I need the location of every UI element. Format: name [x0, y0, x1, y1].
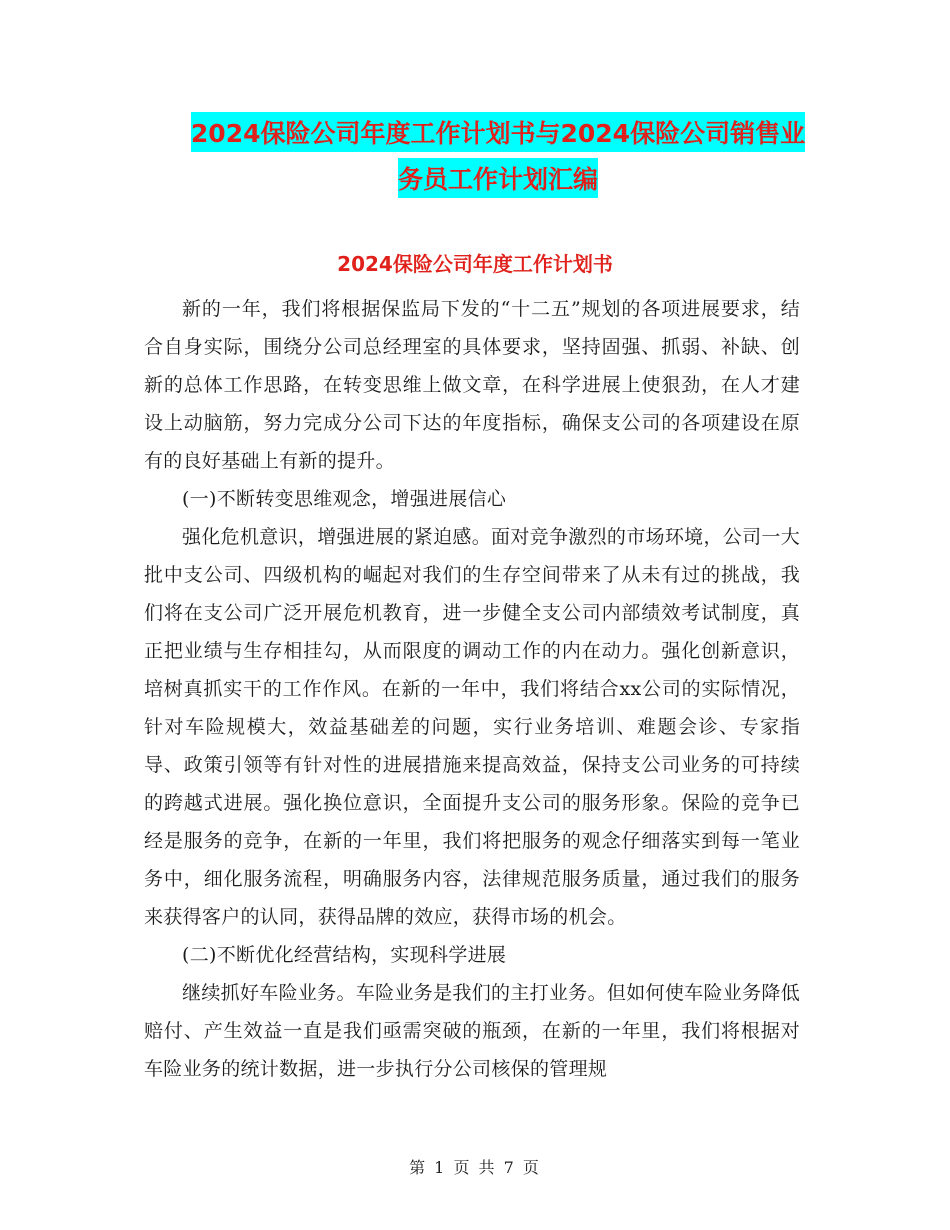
title-highlight-1: 2024保险公司年度工作计划书与2024保险公司销售业: [191, 112, 805, 152]
document-title-line-2: [120, 158, 876, 198]
paragraph: 强化危机意识，增强进展的紧迫感。面对竞争激烈的市场环境，公司一大批中支公司、四级机构的崛起对我们的生存空间带来了从未有过的挑战，我们将在支公司广泛开展危机教育，进一步健全支公司内部绩效考试制度，真正把业绩与生存相挂勾，从而限度的调动工作的内在动力。强化创新意识，培树真抓实干的工作作风。在新的一年中，我们将结合xx公司的实际情况，针对车险规模大，效益基础差的问题，实行业务培训、难题会诊、专家指导、政策引领等有针对性的进展措施来提高效益，保持支公司业务的可持续的跨越式进展。强化换位意识，全面提升支公司的服务形象。保险的竞争已经是服务的竞争，在新的一年里，我们将把服务的观念仔细落实到每一笔业务中，细化服务流程，明确服务内容，法律规范服务质量，通过我们的服务来获得客户的认同，获得品牌的效应，获得市场的机会。: [144, 526, 800, 928]
title-highlight-2: 务员工作计划汇编: [398, 158, 598, 198]
section-title: 2024保险公司年度工作计划书: [337, 252, 613, 276]
document-title-line-1: [120, 112, 876, 152]
section-heading: (二)不断优化经营结构，实现科学进展: [182, 944, 507, 966]
section-heading: (一)不断转变思维观念，增强进展信心: [182, 488, 507, 510]
page-footer: 第 1 页 共 7 页: [409, 1158, 541, 1177]
paragraph: 新的一年，我们将根据保监局下发的“十二五”规划的各项进展要求，结合自身实际，围绕分公司总经理室的具体要求，坚持固强、抓弱、补缺、创新的总体工作思路，在转变思维上做文章，在科学进展上使狠劲，在人才建设上动脑筋，努力完成分公司下达的年度指标，确保支公司的各项建设在原有的良好基础上有新的提升。: [144, 298, 800, 472]
paragraph: 继续抓好车险业务。车险业务是我们的主打业务。但如何使车险业务降低赔付、产生效益一直是我们亟需突破的瓶颈，在新的一年里，我们将根据对车险业务的统计数据，进一步执行分公司核保的管理规: [144, 982, 800, 1080]
document-body: [144, 290, 800, 1088]
